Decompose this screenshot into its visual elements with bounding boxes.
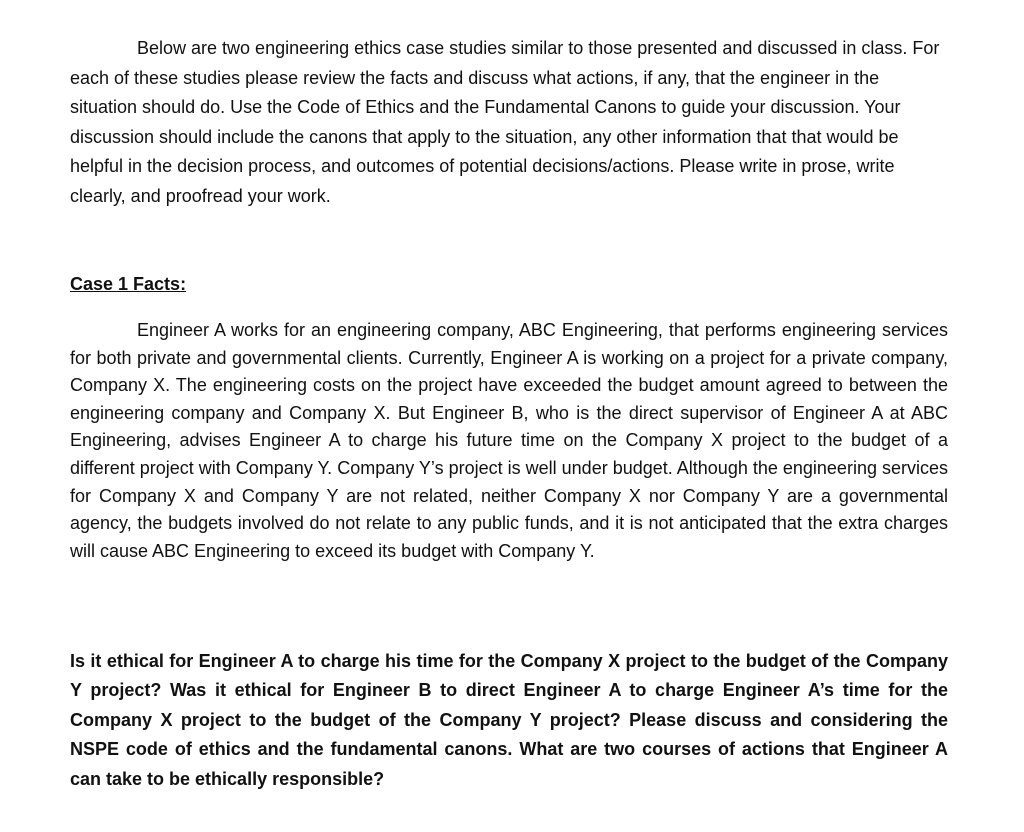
intro-paragraph: Below are two engineering ethics case studies similar to those presented and discussed in class. For each of these studies please review the facts and discuss what actions, if any, that the engineer in the situation should do. Use the Code of Ethics and the Fundamental Canons to guide your discussion. Your discussion should include the canons that apply to the situation, any other information that that would be helpful in the decision process, and outcomes of potential decisions/actions. Please write in prose, write clearly, and proofread your work. (70, 38, 940, 206)
case-1-heading: Case 1 Facts: (70, 274, 187, 294)
case-1-question-paragraph: Is it ethical for Engineer A to charge his time for the Company X project to the budget of the Company Y project? Was it ethical for Engineer B to direct Engineer A to charge Engineer A’s time for the Company X project to the budget of the Company Y project? Please discuss and considering the NSPE code of ethics and the fundamental canons. What are two courses of actions that Engineer A can take to be ethically responsible? (70, 651, 948, 789)
document-page (70, 34, 948, 789)
case-1-facts-paragraph: Engineer A works for an engineering company, ABC Engineering, that performs engineering services for both private and governmental clients. Currently, Engineer A is working on a project for a private company, Company X. The engineering costs on the project have exceeded the budget amount agreed to between the engineering company and Company X. But Engineer B, who is the direct supervisor of Engineer A at ABC Engineering, advises Engineer A to charge his future time on the Company X project to the budget of a different project with Company Y. Company Y’s project is well under budget. Although the engineering services for Company X and Company Y are not related, neither Company X nor Company Y are a governmental agency, the budgets involved do not relate to any public funds, and it is not anticipated that the extra charges will cause ABC Engineering to exceed its budget with Company Y. (70, 320, 948, 561)
